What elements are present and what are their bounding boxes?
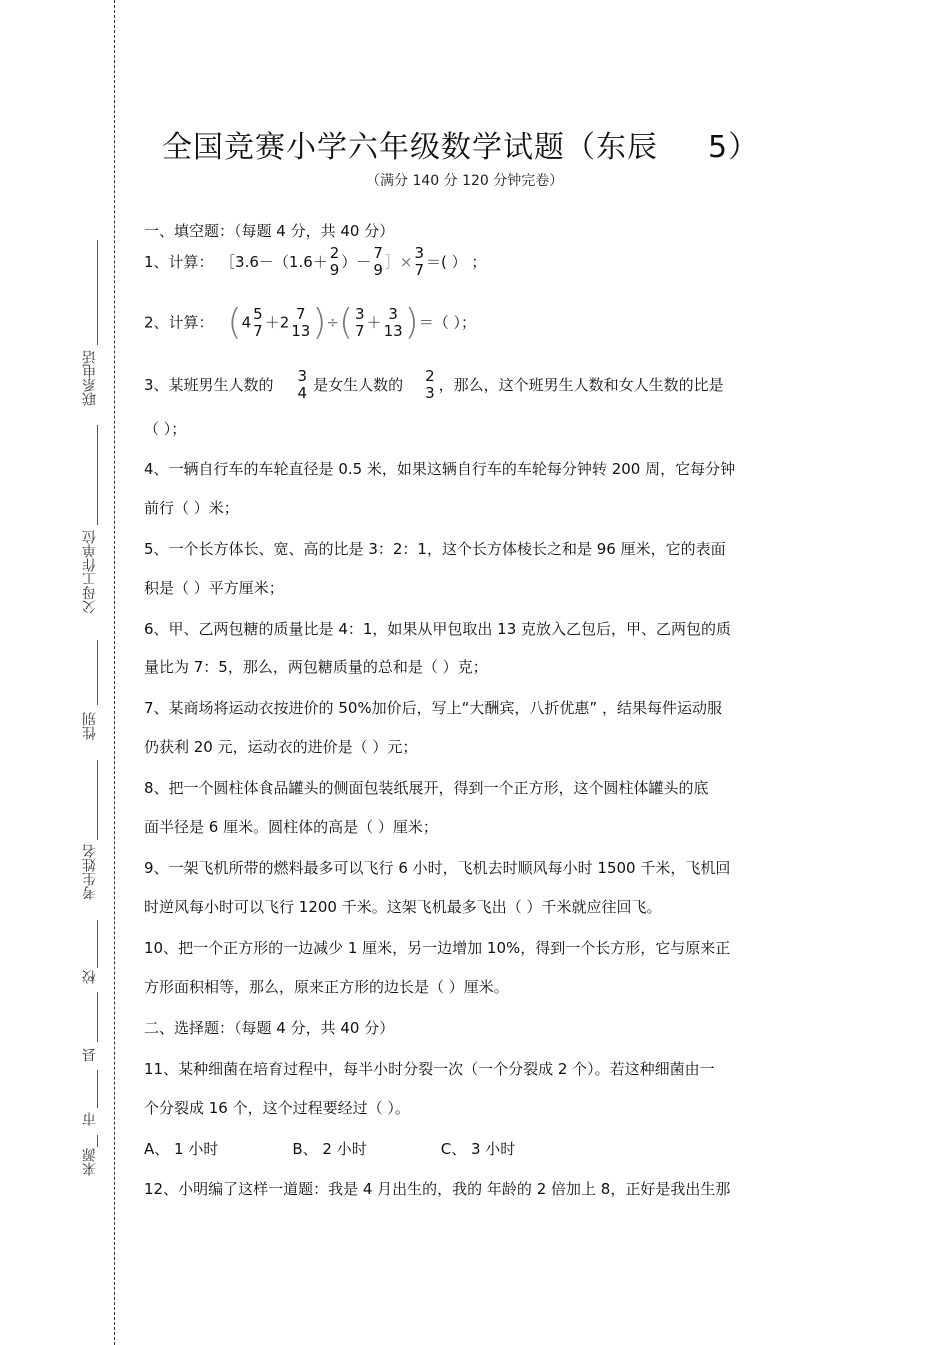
- question-3-line2: （ ）；: [144, 420, 187, 438]
- question-11-line2: 个分裂成 16 个，这个过程要经过（ ）。: [144, 1099, 410, 1117]
- question-6: 6、甲、乙两包糖的质量比是 4：1，如果从甲包取出 13 克放入乙包后，甲、乙两包的质: [144, 620, 732, 638]
- fraction: 7 9: [373, 244, 383, 280]
- fraction: 3 4: [297, 367, 308, 403]
- question-11: 11、某种细菌在培育过程中，每半小时分裂一次（一个分裂成 2 个）。若这种细菌由一: [144, 1060, 715, 1078]
- fraction: 3 13: [383, 304, 403, 340]
- question-4-line2: 前行（ ）米；: [144, 499, 239, 517]
- question-12: 12、小明编了这样一道题：我是 4 月出生的，我的 年龄的 2 倍加上 8，正好是我出生那: [144, 1180, 731, 1198]
- question-3: 3、某班男生人数的 3 4 是女生人数的 2 3 ，那么，这个班男生人数和女人生数的比是: [144, 367, 724, 403]
- city-blank-line: [97, 1070, 98, 1108]
- county-label: 县: [82, 1048, 98, 1062]
- name-blank-line: [97, 760, 98, 840]
- fraction: 3 7: [414, 244, 424, 280]
- page-title: 全国竞赛小学六年级数学试题（东辰 5）: [162, 130, 760, 165]
- section1-heading: 一、填空题：（每题 4 分，共 40 分）: [144, 222, 395, 240]
- option-c: C、 3 小时: [440, 1140, 516, 1158]
- question-5: 5、一个长方体长、宽、高的比是 3：2：1，这个长方体棱长之和是 96 厘米，它的表面: [144, 540, 726, 558]
- question-1: 1、计算： ［3.6－（1.6＋ 2 9 ）－ 7 9 ］× 3 7 ＝( ） ；: [144, 244, 487, 280]
- question-2: 2、计算： (4 5 7 ＋2 7 13 )÷( 3 7 ＋ 3 13 )＝（ ）；: [144, 302, 476, 343]
- question-4: 4、一辆自行车的车轮直径是 0.5 米，如果这辆自行车的车轮每分钟转 200 周，它每分钟: [144, 460, 736, 478]
- option-a: A、 1 小时: [144, 1140, 219, 1158]
- student-info-sidebar: [80, 240, 104, 1180]
- question-9: 9、一架飞机所带的燃料最多可以飞行 6 小时，飞机去时顺风每小时 1500 千米，飞机回: [144, 859, 731, 877]
- question-11-options: [144, 1138, 515, 1159]
- fraction: 2 9: [329, 244, 340, 280]
- question-5-line2: 积是（ ）平方厘米；: [144, 579, 284, 597]
- source-label: 来源: [82, 1148, 98, 1176]
- fold-dashed-line: [114, 0, 115, 1345]
- name-label: 考生姓名: [82, 844, 98, 900]
- question-7-line2: 仍获利 20 元，运动衣的进价是（ ）元；: [144, 738, 418, 756]
- phone-label: 联系电话: [82, 350, 98, 406]
- question-10-line2: 方形面积相等，那么，原来正方形的边长是（ ）厘米。: [144, 978, 509, 996]
- school-label: 校: [82, 970, 98, 984]
- parent-unit-blank-line: [97, 425, 98, 525]
- option-b: B、 2 小时: [292, 1140, 367, 1158]
- gender-label: 性别: [82, 712, 98, 740]
- fraction: 7 13: [291, 304, 311, 340]
- question-10: 10、把一个正方形的一边减少 1 厘米，另一边增加 10%，得到一个长方形，它与原来正: [144, 939, 731, 957]
- fraction: 5 7: [253, 304, 263, 340]
- source-blank-line: [97, 1135, 98, 1147]
- question-8: 8、把一个圆柱体食品罐头的侧面包装纸展开，得到一个正方形，这个圆柱体罐头的底: [144, 779, 709, 797]
- question-9-line2: 时逆风每小时可以飞行 1200 千米。这架飞机最多飞出（ ）千米就应往回飞。: [144, 898, 662, 916]
- question-7: 7、某商场将运动衣按进价的 50%加价后，写上“大酬宾，八折优惠” ，结果每件运动服: [144, 699, 722, 717]
- phone-blank-line: [97, 240, 98, 345]
- parent-unit-label: 父母工作单位: [82, 530, 98, 614]
- fraction: 3 7: [355, 304, 365, 340]
- school-blank-line: [97, 920, 98, 968]
- fraction: 2 3: [425, 367, 435, 403]
- city-label: 市: [82, 1112, 98, 1126]
- county-blank-line: [97, 992, 98, 1042]
- exam-subtitle: （满分 140 分 120 分钟完卷）: [366, 173, 564, 189]
- question-6-line2: 量比为 7：5，那么，两包糖质量的总和是（ ）克；: [144, 658, 488, 676]
- gender-blank-line: [97, 640, 98, 705]
- section2-heading: 二、选择题：（每题 4 分，共 40 分）: [144, 1019, 395, 1037]
- question-8-line2: 面半径是 6 厘米。圆柱体的高是（ ）厘米；: [144, 818, 438, 836]
